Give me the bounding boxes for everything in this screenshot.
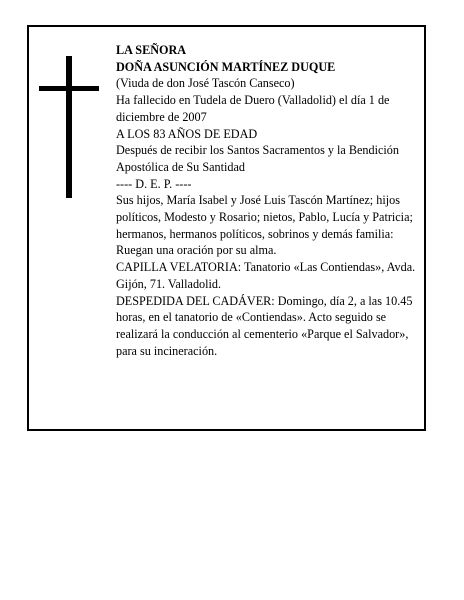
prayer-request: Ruegan una oración por su alma.: [116, 243, 277, 258]
widow-line: (Viuda de don José Tascón Canseco): [116, 76, 295, 91]
family-list: Sus hijos, María Isabel y José Luis Tascón Martínez; hijos políticos, Modesto y Rosario; nietos, Pablo, Lucía y Patricia; hermanos, hermanos políticos, sobrinos y demás familia:: [116, 193, 413, 241]
cross-horizontal-bar: [39, 86, 99, 91]
farewell-info: DESPEDIDA DEL CADÁVER: Domingo, día 2, a las 10.45 horas, en el tanatorio de «Contiendas». Acto seguido se realizará la conducción al cementerio «Parque el Salvador», para su incineración.: [116, 293, 413, 358]
cross-vertical-bar: [66, 56, 72, 198]
age-line: A LOS 83 AÑOS DE EDAD: [116, 126, 258, 141]
cross-icon: [39, 56, 99, 198]
deceased-name: DOÑA ASUNCIÓN MARTÍNEZ DUQUE: [116, 59, 336, 74]
heading-title: LA SEÑORA: [116, 43, 187, 57]
obituary-notice: [27, 25, 426, 431]
death-info: Ha fallecido en Tudela de Duero (Valladolid) el día 1 de diciembre de 2007: [116, 93, 390, 124]
sacraments-line: Después de recibir los Santos Sacramentos y la Bendición Apostólica de Su Santidad: [116, 143, 399, 174]
rip-line: ---- D. E. P. ----: [116, 176, 192, 191]
wake-info: CAPILLA VELATORIA: Tanatorio «Las Contiendas», Avda. Gijón, 71. Valladolid.: [116, 260, 416, 291]
obituary-text: [116, 42, 428, 359]
